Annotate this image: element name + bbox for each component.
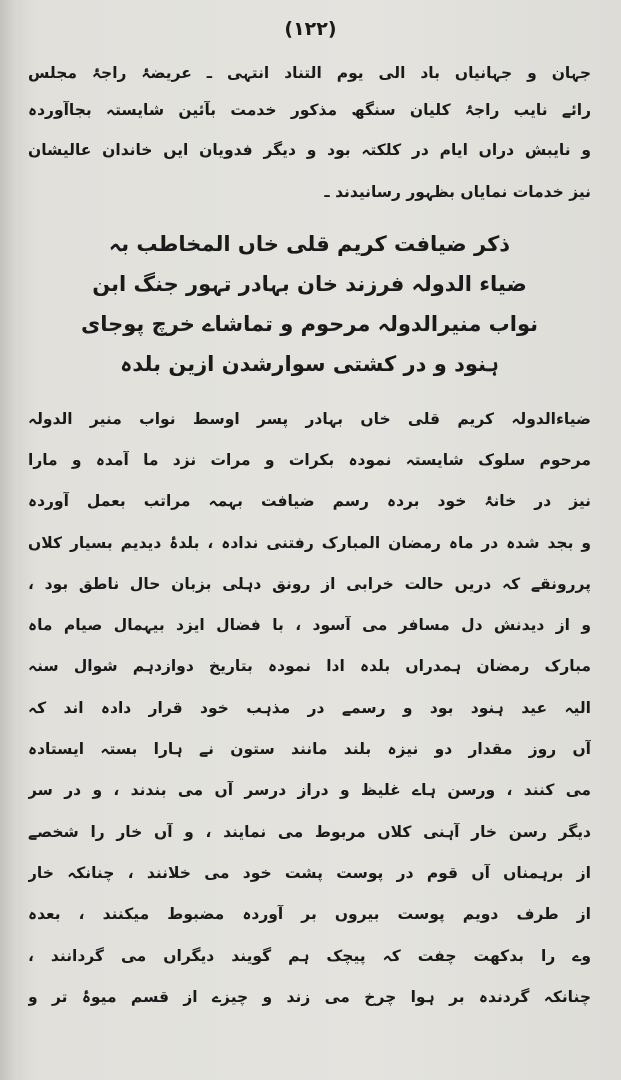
body-line: مرحوم سلوک شایستہ نمودہ بکرات و مرات نزد ما آمدہ و مارا bbox=[28, 451, 591, 469]
body-line: از طرف دویم پوست بیروں بر آوردہ مضبوط میکنند ، بعدہ bbox=[28, 905, 591, 923]
intro-line: جہان و جہانیاں باد الی یوم التناد انتہی ـ عریضۂ راجۂ مجلس bbox=[28, 64, 591, 82]
body-line: پررونقے کہ دریں حالت خرابی از رونق دہلی بزبان حال ناطق بود ، bbox=[28, 575, 591, 593]
body-line: آں روز مقدار دو نیزہ بلند مانند ستون نے ہارا بستہ ایستادہ bbox=[28, 740, 591, 758]
body-line: دیگر رسن خار آہنی کلاں مربوط می نمایند ، و آں خار را شخصے bbox=[28, 823, 591, 841]
heading-line: ذکر ضیافت کریم قلی خاں المخاطب بہ bbox=[108, 232, 511, 256]
page-gutter-shadow bbox=[0, 0, 18, 1080]
intro-line: رائے نایب راجۂ کلیان سنگھ مذکور خدمت بآئین شایستہ بجاآوردہ bbox=[28, 101, 591, 119]
body-line: از برہمناں آں قوم در پوست پشت خود می خلانند ، چنانکہ خار bbox=[28, 864, 591, 882]
heading-line: نواب منیرالدولہ مرحوم و تماشاے خرچ پوجای bbox=[80, 312, 539, 336]
body-line: و از دیدنش دل مسافر می آسود ، با فضال ایزد بیہمال صیام ماہ bbox=[28, 616, 591, 634]
intro-line: نیز خدمات نمایاں بظہور رسانیدند ـ bbox=[324, 183, 591, 201]
body-line: چنانکہ گردندہ بر ہوا چرخ می زند و چیزے از قسم میوۂ تر و bbox=[28, 988, 591, 1006]
body-line: ضیاءالدولہ کریم قلی خاں بہادر پسر اوسط نواب منیر الدولہ bbox=[28, 410, 591, 428]
body-line: وے را بدکھت چفت کہ پیچک ہم گویند دیگراں می گردانند ، bbox=[28, 947, 591, 965]
body-line: می کنند ، ورسن ہاے غلیظ و دراز درسر آں می بندند ، و در سر bbox=[28, 781, 591, 799]
heading-line: ضیاء الدولہ فرزند خان بہادر تہور جنگ ابن bbox=[92, 272, 527, 296]
heading-line: ہنود و در کشتی سوارشدن ازین بلدہ bbox=[120, 352, 499, 376]
body-line: و بجد شدہ در ماہ رمضان المبارک رفتنی ندادہ ، بلدۂ دیدیم بسیار کلاں bbox=[28, 534, 591, 552]
body-line: مبارک رمضان ہمدراں بلدہ ادا نمودہ بتاریخ دوازدہم شوال سنہ bbox=[28, 657, 591, 675]
body-line: الیہ عید ہنود بود و رسمے در مذہب خود قرار دادہ اند کہ bbox=[28, 699, 591, 717]
intro-line: و نایبش دراں ایام در کلکتہ بود و دیگر فدویان ایں خاندان عالیشان bbox=[28, 141, 591, 159]
body-line: نیز در خانۂ خود بردہ رسم ضیافت بہمہ مراتب بعمل آوردہ bbox=[28, 492, 591, 510]
page-number: (۱۲۲) bbox=[284, 18, 337, 40]
